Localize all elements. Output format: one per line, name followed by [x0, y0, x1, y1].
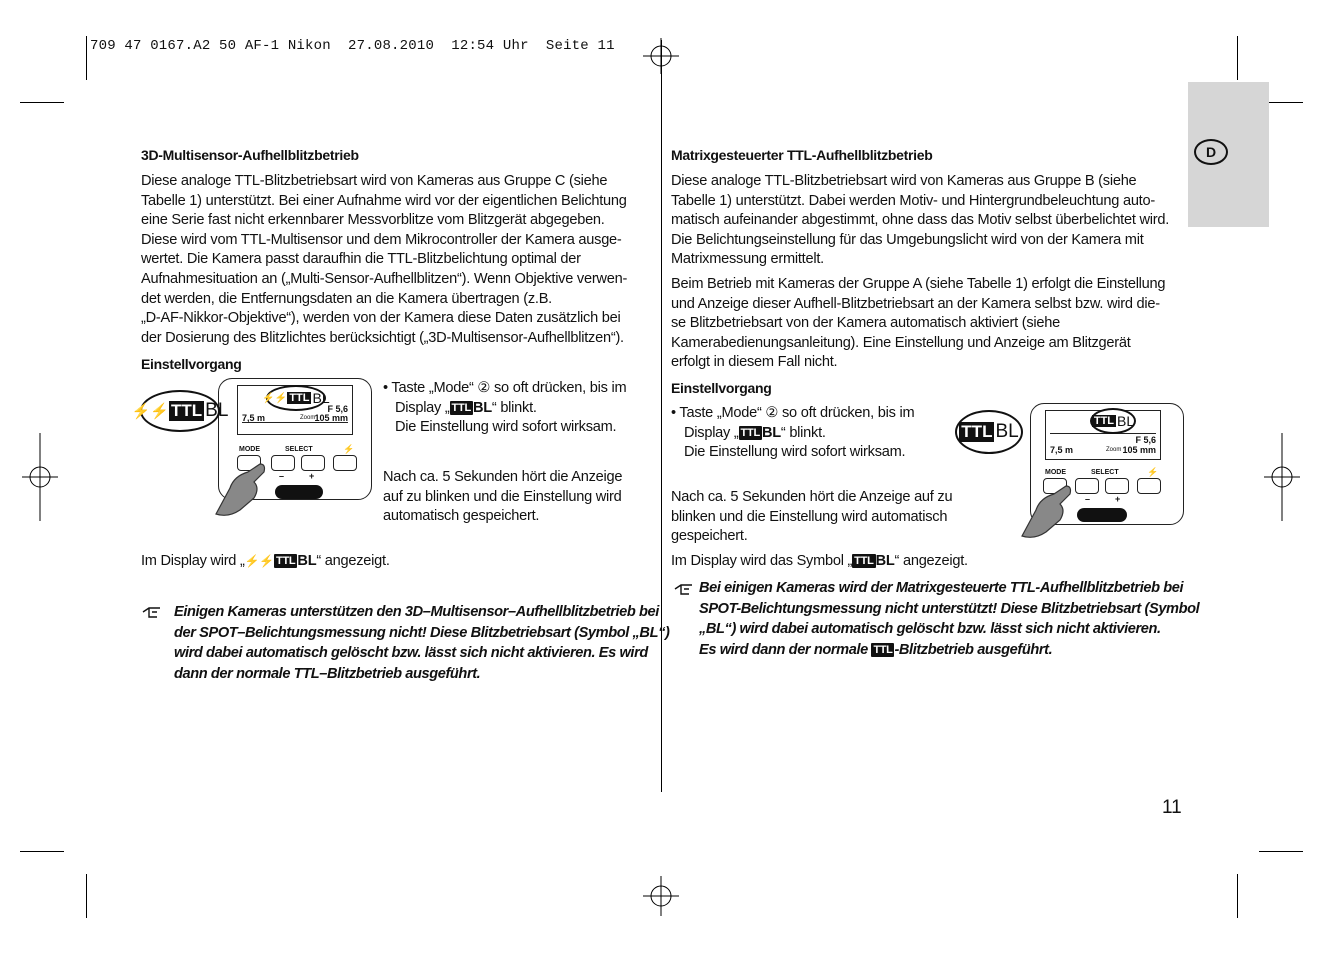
ttl-symbol: TTL: [275, 555, 296, 567]
paragraph-line: erfolgt in diesem Fall nicht.: [671, 354, 838, 371]
bl-symbol: BL: [205, 400, 229, 421]
note-text: -Blitzbetrieb ausgeführt.: [894, 641, 1053, 658]
flash-button[interactable]: [1137, 478, 1161, 494]
paragraph-line: eine Serie fast nicht erkennbarer Messvorblitze vom Blitzgerät abgegeben.: [141, 212, 605, 229]
note-line: „BL“) wird dabei automatisch gelöscht bzw. lässt sich nicht aktivieren.: [699, 621, 1161, 637]
step-text: Display „: [395, 399, 450, 416]
paragraph-line: Nach ca. 5 Sekunden hört die Anzeige auf zu: [671, 489, 953, 505]
right-step: [671, 404, 914, 463]
left-setup-heading: Einstellvorgang: [141, 356, 242, 372]
bl-symbol: BL: [995, 421, 1019, 442]
left-note: [174, 602, 669, 684]
plus-button[interactable]: [301, 455, 325, 471]
right-paragraph-2: [671, 275, 1165, 373]
note-line: dann der normale TTL–Blitzbetrieb ausgeführt.: [174, 665, 481, 682]
ttl-symbol: TTL: [170, 401, 203, 420]
bl-symbol: BL: [761, 424, 781, 441]
paragraph-line: blinken und die Einstellung wird automatisch: [671, 508, 948, 525]
ttl-symbol: TTL: [740, 426, 760, 439]
paragraph-line: Beim Betrieb mit Kameras der Gruppe A (siehe Tabelle 1) erfolgt die Einstellung: [671, 276, 1166, 292]
distance-readout: 7,5 m: [242, 413, 266, 423]
right-after-text: [671, 488, 952, 547]
step-text: “ blinkt.: [491, 399, 537, 416]
zoom-label: Zoom: [300, 415, 316, 421]
pointing-hand-icon: [141, 603, 163, 621]
step-line: [383, 399, 626, 419]
note-line: SPOT-Belichtungsmessung nicht unterstützt! Diese Blitzbetriebsart (Symbol: [699, 600, 1200, 617]
flash-symbol: ⚡⚡: [131, 403, 169, 420]
display-text: Im Display wird „: [141, 553, 245, 569]
minus-label: –: [279, 471, 285, 481]
paragraph-line: Tabelle 1) unterstützt. Bei einer Aufnahme wird vor der eigentlichen Belichtung: [141, 192, 627, 209]
fstop-readout: F 5,6: [1135, 435, 1156, 445]
left-step: [383, 379, 626, 438]
ttl-symbol: TTL: [854, 555, 874, 567]
step-text: Display „: [684, 424, 739, 441]
ttl-bl-symbol-magnified: [131, 390, 229, 432]
page-number: 11: [1162, 797, 1182, 818]
minus-label: –: [1085, 494, 1091, 504]
flash-button[interactable]: [333, 455, 357, 471]
plus-label: +: [1115, 494, 1121, 504]
paragraph-line: Diese analoge TTL-Blitzbetriebsart wird von Kameras aus Gruppe B (siehe: [671, 173, 1137, 189]
bl-symbol: BL: [312, 390, 330, 406]
step-line: [671, 424, 914, 444]
select-label: SELECT: [1091, 469, 1119, 476]
left-display-text: [141, 552, 390, 572]
zoom-label: Zoom: [1106, 447, 1122, 453]
minus-button[interactable]: [1075, 478, 1099, 494]
paragraph-line: Kamerabedienungsanleitung). Eine Einstellung und Anzeige am Blitzgerät: [671, 334, 1131, 351]
lcd-ttl-bl-indicator: [1090, 408, 1136, 434]
pointing-finger-icon: [210, 458, 270, 520]
paragraph-line: Die Belichtungseinstellung für das Umgebungslicht wird von der Kamera mit: [671, 231, 1144, 248]
pointing-hand-icon: [673, 580, 695, 598]
power-switch[interactable]: [275, 485, 323, 499]
note-line: Bei einigen Kameras wird der Matrixgesteuerte TTL-Aufhellblitzbetrieb bei: [699, 580, 1184, 596]
right-note: [699, 578, 1199, 660]
power-switch[interactable]: [1077, 508, 1127, 522]
paragraph-line: wertet. Die Kamera passt daraufhin die TTL-Blitzbelichtung optimal der: [141, 251, 581, 268]
right-setup-heading: Einstellvorgang: [671, 380, 772, 396]
flash-symbol: ⚡⚡: [262, 392, 288, 404]
ttl-symbol: TTL: [451, 401, 471, 414]
paragraph-line: Tabelle 1) unterstützt. Dabei werden Motiv- und Hintergrundbeleuchtung auto-: [671, 192, 1155, 209]
mode-label: MODE: [239, 446, 260, 453]
paragraph-line: gespeichert.: [671, 528, 748, 545]
left-paragraph: [141, 172, 627, 348]
right-heading: Matrixgesteuerter TTL-Aufhellblitzbetrieb: [671, 147, 933, 163]
paragraph-line: Nach ca. 5 Sekunden hört die Anzeige: [383, 469, 623, 485]
bl-symbol: BL: [875, 553, 895, 569]
paragraph-line: Aufnahmesituation an („Multi-Sensor-Aufhellblitzen“). Wenn Objektive verwen-: [141, 270, 628, 287]
minus-button[interactable]: [271, 455, 295, 471]
paragraph-line: matisch aufeinander abgestimmt, ohne dass das Motiv selbst überbelichtet wird.: [671, 212, 1170, 229]
left-after-text: [383, 468, 622, 527]
left-heading: 3D-Multisensor-Aufhellblitzbetrieb: [141, 147, 359, 163]
paragraph-line: automatisch gespeichert.: [383, 508, 540, 525]
note-line: wird dabei automatisch gelöscht bzw. lässt sich nicht aktivieren. Es wird: [174, 645, 648, 661]
display-text: “ angezeigt.: [316, 553, 390, 569]
flash-label: ⚡: [1147, 467, 1159, 477]
paragraph-line: Matrixmessung ermittelt.: [671, 251, 824, 268]
lcd-ttl-bl-indicator: [262, 385, 330, 411]
note-line: [699, 640, 1199, 661]
distance-readout: 7,5 m: [1050, 445, 1074, 455]
flash-label: ⚡: [343, 444, 355, 454]
display-text: Im Display wird das Symbol „: [671, 553, 853, 569]
step-line: • Taste „Mode“ ② so oft drücken, bis im: [383, 380, 627, 396]
mode-label: MODE: [1045, 469, 1066, 476]
zoom-readout: 105 mm: [1122, 445, 1156, 455]
note-line: Einigen Kameras unterstützen den 3D–Multisensor–Aufhellblitzbetrieb bei: [174, 604, 659, 620]
display-text: “ angezeigt.: [894, 553, 968, 569]
right-paragraph-1: [671, 172, 1169, 270]
note-line: der SPOT–Belichtungsmessung nicht! Diese Blitzbetriebsart (Symbol „BL“): [174, 624, 670, 641]
bl-symbol: BL: [297, 553, 317, 569]
ttl-symbol: TTL: [289, 392, 310, 404]
paragraph-line: se Blitzbetriebsart von der Kamera automatisch aktiviert (siehe: [671, 315, 1060, 332]
note-text: Es wird dann der normale: [699, 641, 872, 658]
language-badge: D: [1194, 139, 1228, 165]
paragraph-line: und Anzeige dieser Aufhell-Blitzbetriebsart an der Kamera selbst bzw. wird die-: [671, 295, 1160, 312]
ttl-symbol: TTL: [873, 643, 893, 656]
paragraph-line: „D-AF-Nikkor-Objektive“), werden von der Kamera diese Daten zusätzlich bei: [141, 310, 621, 327]
paragraph-line: Diese wird vom TTL-Multisensor und dem Mikrocontroller der Kamera ausge-: [141, 231, 622, 248]
step-line: Die Einstellung wird sofort wirksam.: [395, 419, 617, 436]
plus-label: +: [309, 471, 315, 481]
right-display-text: [671, 552, 968, 572]
print-header: 709 47 0167.A2 50 AF-1 Nikon 27.08.2010 12:54 Uhr Seite 11: [90, 38, 615, 54]
step-text: “ blinkt.: [780, 424, 826, 441]
step-line: Die Einstellung wird sofort wirksam.: [684, 444, 906, 461]
zoom-readout: 105 mm: [314, 413, 348, 423]
paragraph-line: Diese analoge TTL-Blitzbetriebsart wird von Kameras aus Gruppe C (siehe: [141, 173, 608, 189]
ttl-symbol: TTL: [961, 422, 993, 441]
bl-symbol: BL: [1117, 413, 1135, 429]
step-line: • Taste „Mode“ ② so oft drücken, bis im: [671, 405, 915, 421]
select-label: SELECT: [285, 446, 313, 453]
paragraph-line: det werden, die Entfernungsdaten an die Kamera übertragen (z.B.: [141, 290, 552, 307]
paragraph-line: der Dosierung des Blitzlichtes berücksichtigt („3D-Multisensor-Aufhellblitzen“).: [141, 329, 624, 346]
ttl-symbol: TTL: [1093, 415, 1115, 427]
flash-symbol: ⚡⚡: [244, 554, 274, 568]
paragraph-line: auf zu blinken und die Einstellung wird: [383, 488, 622, 505]
fstop-readout: F 5,6: [327, 404, 348, 414]
plus-button[interactable]: [1105, 478, 1129, 494]
ttl-bl-symbol-magnified: [955, 410, 1023, 454]
bl-symbol: BL: [472, 399, 492, 416]
pointing-finger-icon: [1016, 480, 1076, 542]
